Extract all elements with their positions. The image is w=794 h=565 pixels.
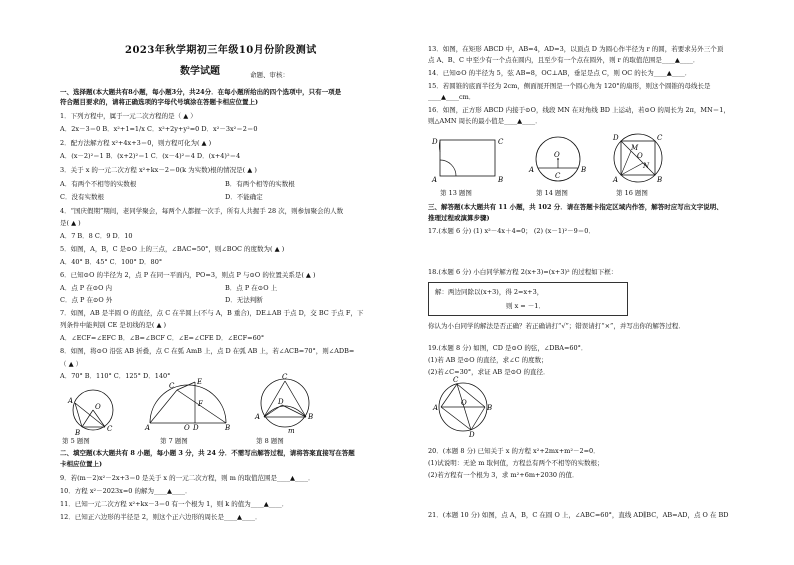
svg-text:A: A: [529, 166, 535, 174]
author-line: 命题、审核：: [250, 71, 289, 79]
question-11: 11．已知一元二次方程 x²+kx－3＝0 有一个根为 1，则 k 的值为____▲____．: [60, 500, 289, 508]
exam-title: 2023年秋学期初三年级10月份阶段测试: [125, 45, 317, 56]
figure-19: [433, 377, 493, 437]
svg-text:O: O: [637, 152, 643, 160]
question-17: 17.(本题 6 分) (1) x²－4x＋4=0； (2) (x－1)²－9＝0．: [428, 227, 595, 235]
svg-text:B: B: [487, 404, 493, 412]
section2-heading: 二、填空题(本大题共有 8 小题，每小题 3 分，共 24 分．不需写出解答过程，请将答案直接写在答题: [60, 449, 355, 457]
question-5: 5．如图，A，B，C 是⊙O 上的三点，∠BAC=50°，则∠BOC 的度数为( ▲ ): [60, 245, 285, 253]
q18-box-line-1: 解：两边同除以(x+3)，得 2=x+3，: [435, 288, 544, 296]
svg-text:A: A: [68, 397, 74, 405]
question-14: 14．已知⊙O 的半径为 5，弦 AB=8，OC⊥AB，垂足是点 C，则 OC 的长为____▲____．: [428, 69, 692, 77]
question-3-option-a: A．有两个不相等的实数根: [60, 180, 137, 188]
svg-text:A: A: [433, 404, 439, 412]
question-7-line-2: 列条件中能判别 CE 是切线的是( ▲ ): [60, 321, 167, 329]
question-10: 10．方程 x²－2023x=0 的解为____▲____．: [60, 487, 192, 495]
svg-text:C: C: [107, 425, 113, 433]
question-16-line-2: 则△AMN 周长的最小值是____▲____．: [428, 117, 542, 125]
question-4: 4．“国庆假期”期间，老同学聚会，每两个人都握一次手，所有人共握手 28 次，则参加聚会的人数: [60, 207, 344, 215]
svg-text:D: D: [432, 138, 438, 146]
question-6-option-b: B．点 P 在⊙O 上: [225, 284, 278, 292]
svg-text:N: N: [643, 162, 650, 170]
question-4-options: A．7 B．8 C．9 D．10: [60, 232, 133, 240]
question-12: 12．已知正六边形的半径是 2，则这个正六边形的周长是____▲____．: [60, 513, 262, 521]
question-4-line-2: 是( ▲ ): [60, 219, 81, 227]
svg-text:B: B: [308, 413, 314, 421]
question-20: 20．(本题 8 分) 已知关于 x 的方程 x²+2mx+m²－2=0．: [428, 447, 600, 455]
svg-text:D: D: [193, 424, 199, 432]
figure-7: [145, 380, 235, 430]
svg-text:B: B: [581, 166, 587, 174]
exam-subject: 数学试题: [180, 66, 220, 77]
svg-text:B: B: [75, 429, 81, 437]
svg-text:C: C: [169, 382, 175, 390]
svg-text:m: m: [288, 427, 295, 435]
question-20-part-2: (2)若方程有一个根为 3，求 m²+6m+2030 的值．: [428, 471, 579, 479]
question-6: 6．已知⊙O 的半径为 2，点 P 在同一平面内，PO=3，则点 P 与⊙O 的位置关系是( ▲ ): [60, 271, 316, 279]
figure-16-caption: 第 16 题图: [616, 189, 648, 197]
question-8-options: A．70° B．110° C．125° D．140°: [60, 372, 171, 380]
section2-heading-2: 卡相应位置上): [60, 460, 103, 468]
question-15-line-2: ____▲____cm．: [428, 93, 476, 101]
figure-14: [523, 132, 593, 187]
question-6-option-c: C．点 P 在⊙O 外: [60, 296, 113, 304]
question-1: 1．下列方程中，属于一元二次方程的是（ ▲ ）: [60, 112, 197, 120]
figure-5: [60, 385, 130, 435]
svg-text:E: E: [197, 378, 203, 386]
question-20-part-1: (1)试说明：无论 m 取何值，方程总有两个不相等的实数根；: [428, 459, 604, 467]
question-6-option-a: A．点 P 在⊙O 内: [60, 284, 113, 292]
svg-text:C: C: [657, 134, 663, 142]
svg-text:F: F: [198, 400, 203, 408]
figure-7-caption: 第 7 题图: [160, 437, 188, 445]
svg-text:O: O: [554, 151, 560, 159]
question-5-options: A．40° B．45° C．100° D．80°: [60, 258, 163, 266]
section3-heading: 三、解答题(本大题共有 11 小题，共 102 分．请在答题卡指定区域内作答，解答时应写出文字说明、: [428, 203, 723, 211]
question-13-line-2: 点 A、B、C 中至少有一个点在圆内，且至少有一个点在圆外，则 r 的取值范围是____▲____．: [428, 56, 700, 64]
question-7-options: A．∠ECF=∠EFC B．∠B=∠BCF C．∠E=∠CFE D．∠ECF=60°: [60, 334, 265, 342]
question-6-option-d: D．无法判断: [225, 296, 263, 304]
figure-5-caption: 第 5 题图: [62, 437, 90, 445]
figure-8-caption: 第 8 题图: [256, 437, 284, 445]
question-8-line-2: （ ▲ ）: [60, 360, 83, 368]
question-1-options: A．2x－3＝0 B．x²+1=1/x C．x²+2y+y²=0 D．x²－3x²＝2＝0: [60, 125, 258, 133]
q18-box-line-2: 则 x = －1．: [506, 302, 545, 310]
svg-text:C: C: [555, 172, 561, 180]
figure-13: [430, 132, 510, 187]
svg-text:D: D: [469, 431, 475, 439]
question-3: 3．关于 x 的一元二次方程 x²+kx－2＝0(k 为实数)根的情况是( ▲ ): [60, 166, 257, 174]
svg-text:A: A: [432, 176, 438, 184]
question-21: 21．(本题 10 分) 如图，点 A，B，C 在圆 O 上，∠ABC=60°，直线 AD∥BC，AB=AD，点 O 在 BD: [428, 511, 729, 519]
section1-heading: 一、选择题(本大题共有8小题，每小题3分，共24分．在每小题所给出的四个选项中，只有一项是: [60, 88, 342, 96]
question-3-option-d: D．不能确定: [225, 193, 263, 201]
question-19-part-1: (1)若 AB 是⊙O 的直径，求∠C 的度数；: [428, 356, 548, 364]
figure-8: [250, 375, 320, 435]
question-3-option-c: C．没有实数根: [60, 193, 104, 201]
svg-text:A: A: [613, 176, 619, 184]
svg-text:C: C: [498, 138, 504, 146]
question-19: 19.(本题 8 分) 如图，CD 是⊙O 的弦，∠DBA=60°．: [428, 344, 588, 352]
question-18: 18.(本题 6 分) 小白同学解方程 2(x+3)=(x+3)² 的过程如下框：: [428, 268, 618, 276]
svg-text:A: A: [145, 424, 151, 432]
question-9: 9．若(m－2)x²－2x+3＝0 是关于 x 的一元二次方程，则 m 的取值范围是____▲____．: [60, 474, 315, 482]
question-16: 16．如图，正方形 ABCD 内接于⊙O，线段 MN 在对角线 BD 上运动，若⊙O 的周长为 2π，MN＝1，: [428, 106, 730, 114]
question-15: 15．若圆锥的底面半径为 2cm，侧面展开图是一个圆心角为 120°的扇形，则这个圆锥的母线长是: [428, 82, 711, 90]
question-18-line-2: 你认为小白同学的解法是否正确？若正确请打“√”；错误请打“×”，并写出你的解答过程．: [428, 322, 685, 330]
svg-text:D: D: [278, 398, 284, 406]
question-2-options: A．(x－2)²＝1 B．(x+2)²＝1 C．(x－4)²＝4 D．(x+4)²＝4: [60, 152, 241, 160]
question-2: 2．配方法解方程 x²+4x+3＝0，则方程可化为( ▲ ): [60, 139, 212, 147]
svg-text:D: D: [613, 134, 619, 142]
question-13: 13．如图，在矩形 ABCD 中，AB=4，AD=3，以顶点 D 为圆心作半径为 r 的圆，若要求另外三个顶: [428, 45, 724, 53]
svg-text:O: O: [461, 399, 467, 407]
question-8: 8．如图，将⊙O 沿弦 AB 折叠，点 C 在弧 AmB 上，点 D 在弧 AB 上，若∠ACB=70°，则∠ADB=: [60, 347, 355, 355]
svg-text:A: A: [255, 413, 261, 421]
svg-text:B: B: [657, 176, 663, 184]
question-7: 7．如图，AB 是半圆 O 的直径，点 C 在半圆上(不与 A，B 重合)，DE⊥AB 于点 D，交 BC 于点 F，下: [60, 309, 364, 317]
figure-14-caption: 第 14 题图: [536, 189, 568, 197]
svg-text:B: B: [498, 176, 504, 184]
figure-13-caption: 第 13 题图: [440, 189, 472, 197]
svg-text:O: O: [184, 424, 190, 432]
question-19-part-2: (2)若∠C=30°，求证 AB 是⊙O 的直径．: [428, 368, 550, 376]
svg-text:O: O: [95, 403, 101, 411]
question-3-option-b: B．有两个相等的实数根: [225, 180, 295, 188]
q18-solution-box: [428, 282, 628, 316]
section3-heading-2: 推理过程或演算步骤): [428, 214, 490, 222]
svg-text:M: M: [631, 144, 639, 152]
figure-16: [603, 128, 673, 188]
svg-text:C: C: [453, 376, 459, 384]
svg-text:B: B: [225, 424, 231, 432]
svg-text:C: C: [282, 373, 288, 381]
section1-heading-2: 符合题目要求的，请将正确选项的字母代号填涂在答题卡相应位置上): [60, 98, 259, 106]
